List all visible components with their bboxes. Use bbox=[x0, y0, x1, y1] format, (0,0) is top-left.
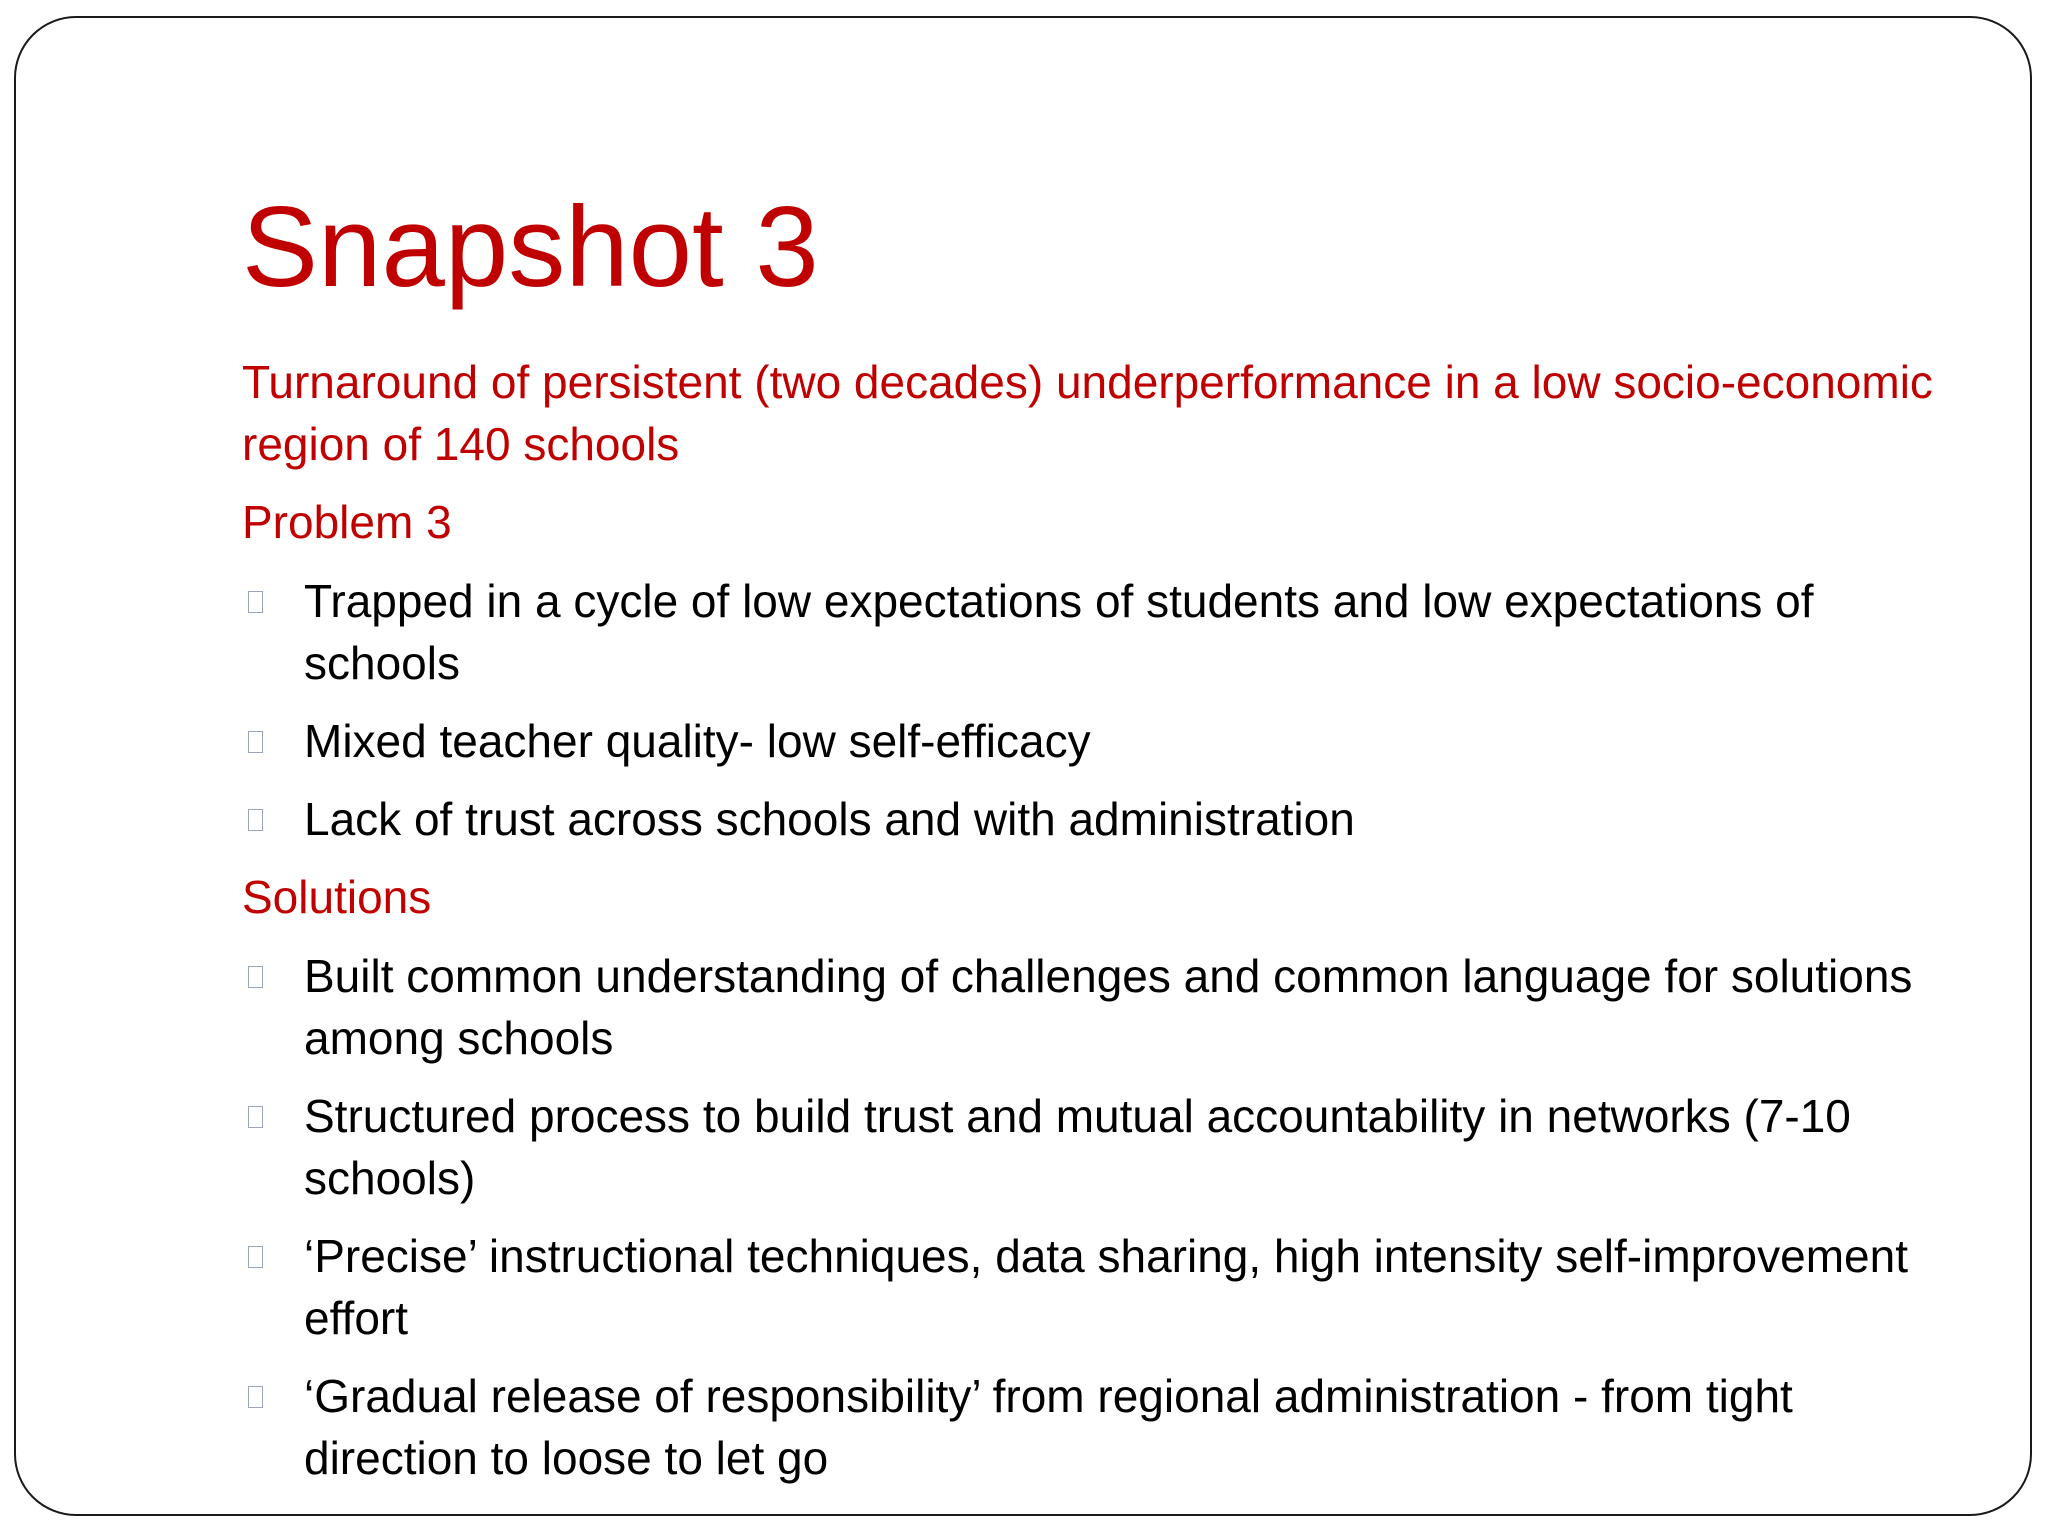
slide-content bbox=[242, 351, 1942, 1505]
problem-item bbox=[242, 710, 1942, 772]
problem-item-text: Trapped in a cycle of low expectations of students and low expectations of schools bbox=[304, 575, 1814, 689]
problem-list bbox=[242, 570, 1942, 850]
bullet-square-icon bbox=[248, 1106, 263, 1128]
problem-item bbox=[242, 788, 1942, 850]
solution-item-text: Built common understanding of challenges and common language for solutions among schools bbox=[304, 950, 1913, 1064]
slide-subtitle: Turnaround of persistent (two decades) underperformance in a low socio-economic region of 140 schools bbox=[242, 356, 1933, 470]
problem-item bbox=[242, 570, 1942, 694]
solution-item bbox=[242, 1225, 1942, 1349]
solutions-heading: Solutions bbox=[242, 871, 432, 923]
bullet-square-icon bbox=[248, 731, 263, 753]
bullet-square-icon bbox=[248, 1246, 263, 1268]
slide-title: Snapshot 3 bbox=[242, 184, 819, 311]
problem-item-text: Lack of trust across schools and with administration bbox=[304, 793, 1355, 845]
solution-item-text: Structured process to build trust and mutual accountability in networks (7-10 schools) bbox=[304, 1090, 1851, 1204]
slide-frame bbox=[14, 16, 2032, 1516]
problem-item-text: Mixed teacher quality- low self-efficacy bbox=[304, 715, 1091, 767]
solution-item-text: ‘Gradual release of responsibility’ from regional administration - from tight direction to loose to let go bbox=[304, 1370, 1793, 1484]
solution-item-text: ‘Precise’ instructional techniques, data sharing, high intensity self-improvement effort bbox=[304, 1230, 1908, 1344]
solution-item bbox=[242, 1085, 1942, 1209]
problem-heading: Problem 3 bbox=[242, 496, 452, 548]
bullet-square-icon bbox=[248, 809, 263, 831]
bullet-square-icon bbox=[248, 1386, 263, 1408]
solution-item bbox=[242, 945, 1942, 1069]
solutions-list bbox=[242, 945, 1942, 1489]
bullet-square-icon bbox=[248, 966, 263, 988]
bullet-square-icon bbox=[248, 591, 263, 613]
solution-item bbox=[242, 1365, 1942, 1489]
